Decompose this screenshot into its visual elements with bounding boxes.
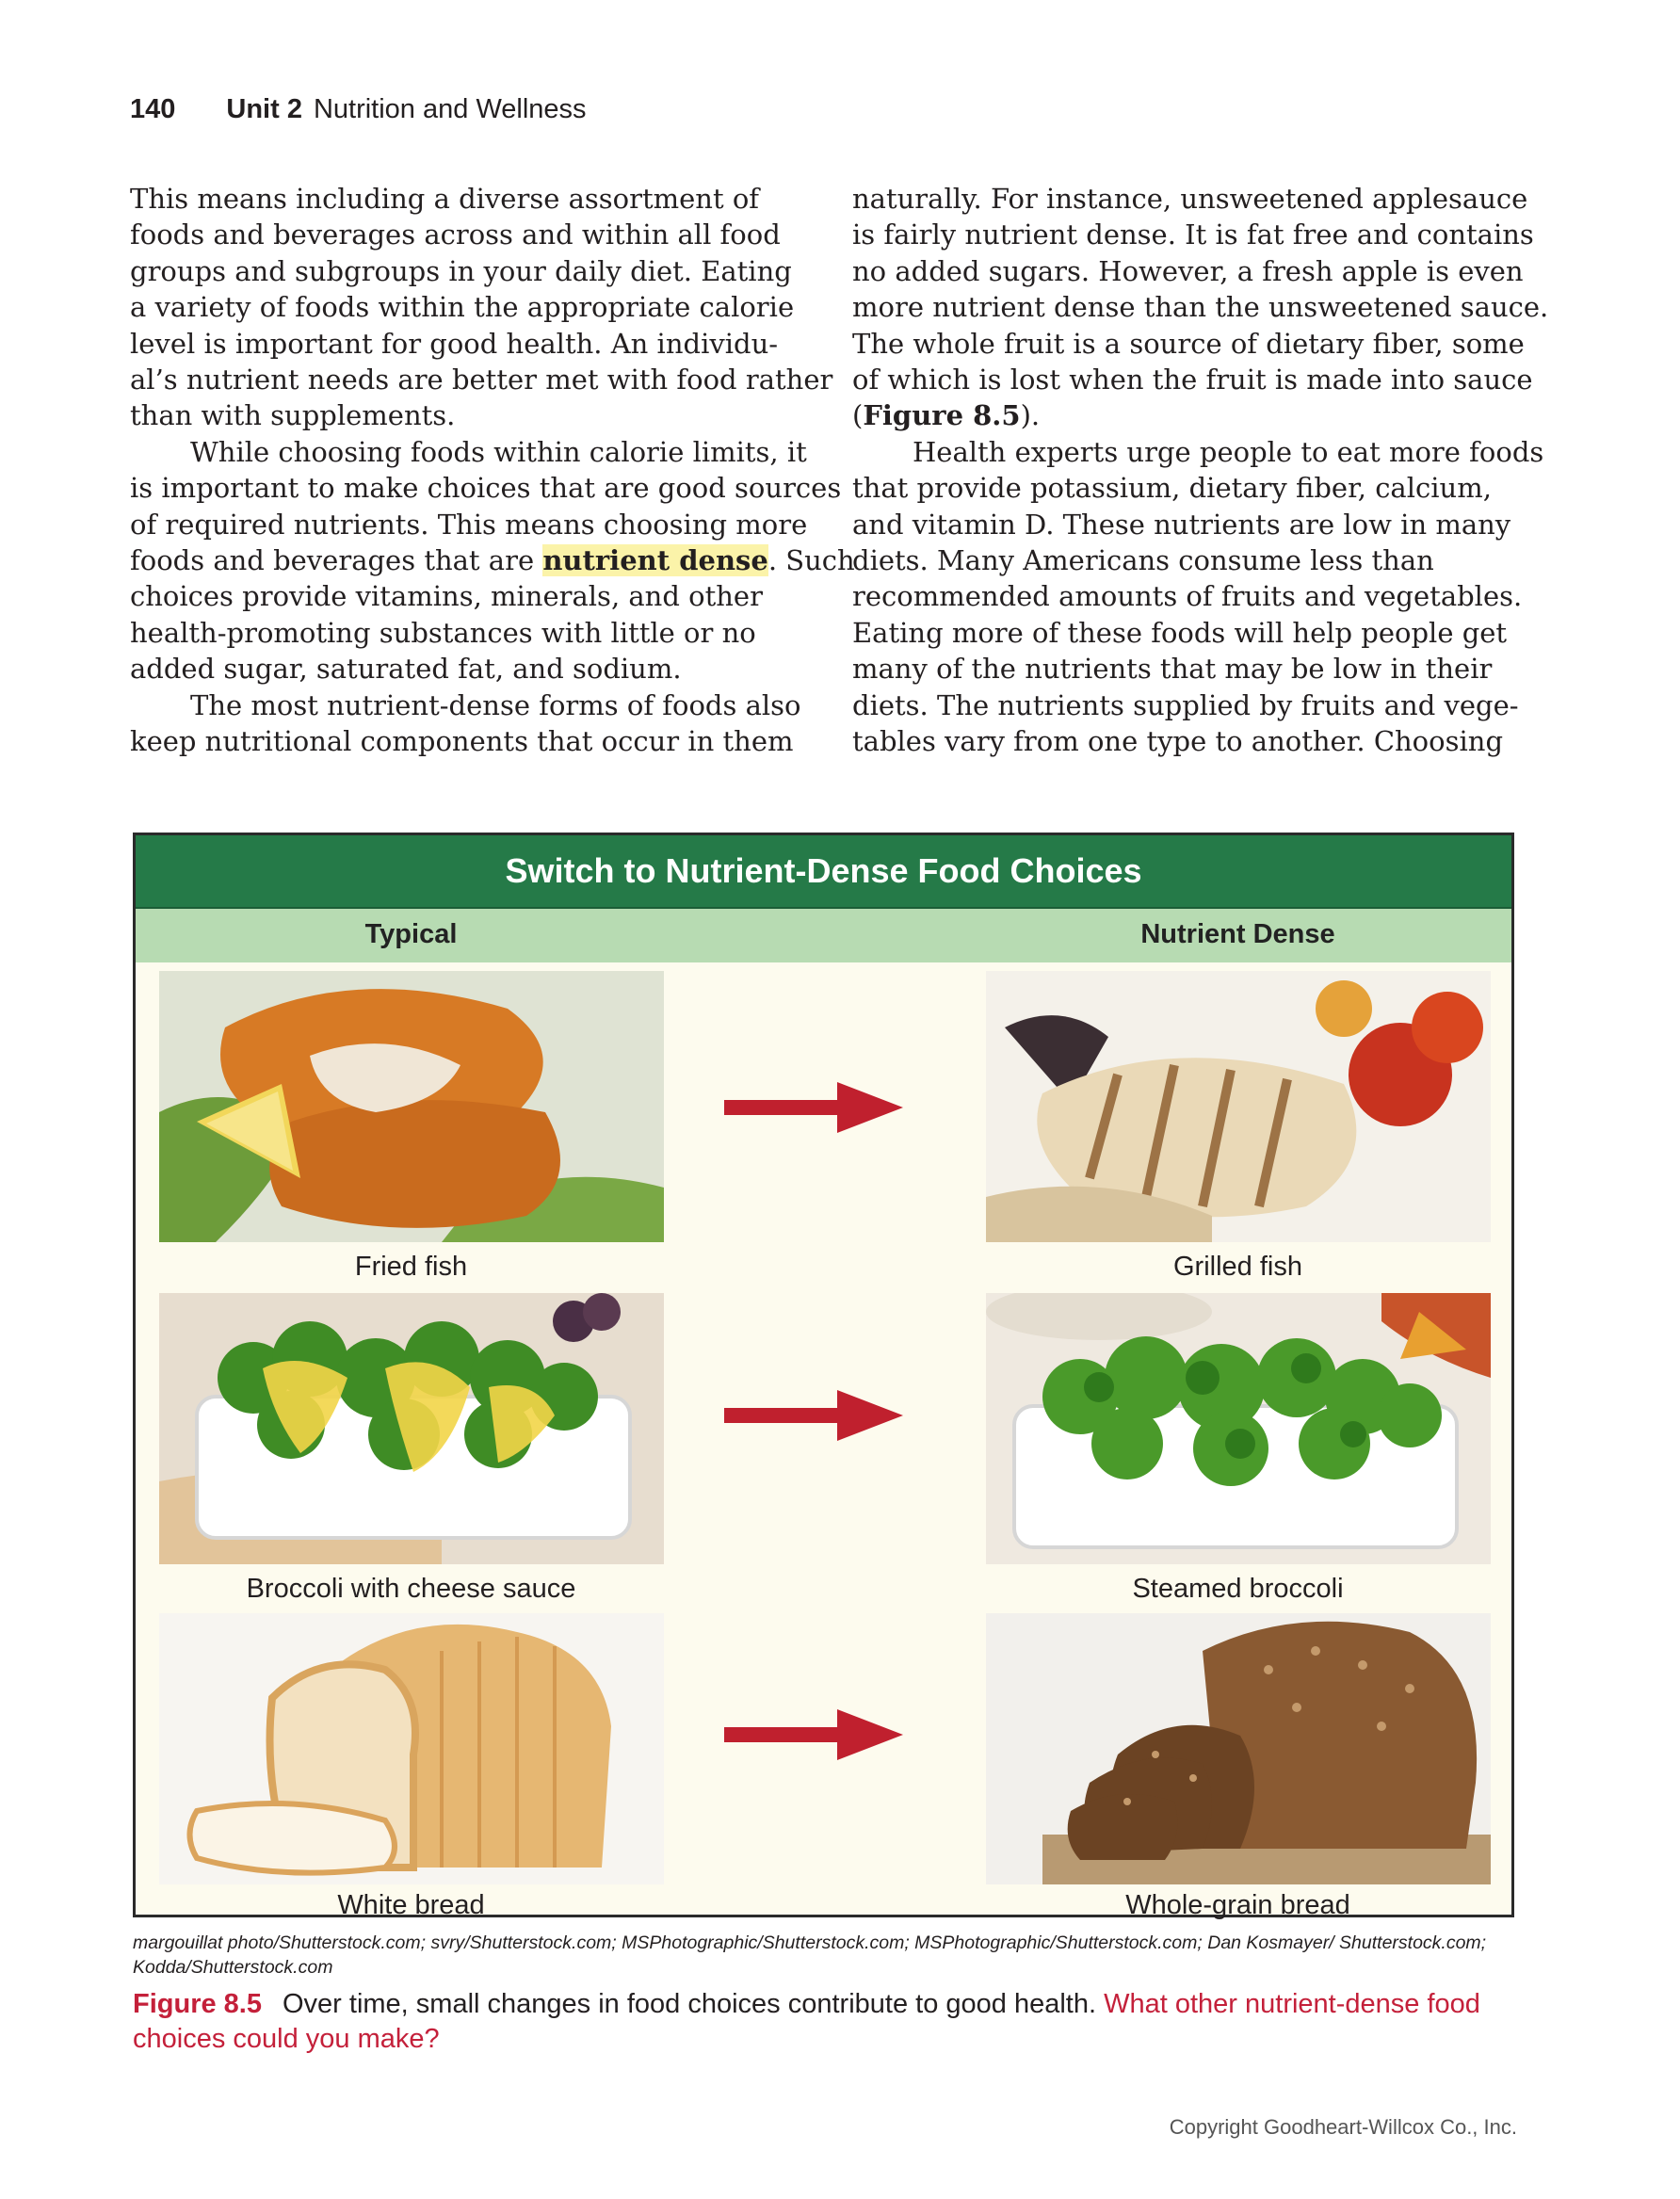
fried-fish-photo <box>159 971 664 1242</box>
caption-fried-fish: Fried fish <box>354 1252 468 1282</box>
body-line: recommended amounts of fruits and vegetables. <box>852 580 1523 613</box>
whole-grain-bread-photo <box>986 1613 1491 1884</box>
body-line: The whole fruit is a source of dietary fiber, some <box>852 327 1525 360</box>
body-text: ). <box>1020 399 1041 432</box>
body-line: of which is lost when the fruit is made into sauce <box>852 364 1533 396</box>
arrow-right-icon <box>724 1387 903 1444</box>
arrow-right-icon <box>724 1079 903 1136</box>
caption-broccoli-cheese: Broccoli with cheese sauce <box>246 1574 576 1604</box>
nutrient-dense-column-header: Nutrient Dense <box>1140 919 1335 949</box>
running-head <box>130 94 587 125</box>
body-line: no added sugars. However, a fresh apple is even <box>852 254 1524 287</box>
caption-whole-grain-bread: Whole-grain bread <box>1125 1890 1350 1920</box>
body-line: many of the nutrients that may be low in their <box>852 653 1493 686</box>
caption-grilled-fish: Grilled fish <box>1173 1252 1302 1282</box>
body-line: diets. The nutrients supplied by fruits and vege- <box>852 688 1519 721</box>
body-line: naturally. For instance, unsweetened applesauce <box>852 183 1528 215</box>
section-title: Nutrition and Wellness <box>313 94 587 124</box>
body-line: While choosing foods within calorie limits, it <box>190 435 807 468</box>
body-line: more nutrient dense than the unsweetened sauce. <box>852 291 1549 324</box>
body-line: This means including a diverse assortment of <box>130 183 760 215</box>
arrow-right-icon <box>724 1706 903 1763</box>
body-line: than with supplements. <box>130 399 456 432</box>
body-line: tables vary from one type to another. Choosing <box>852 725 1504 758</box>
caption-white-bread: White bread <box>337 1890 485 1920</box>
body-text: ( <box>852 399 864 432</box>
grilled-fish-photo <box>986 971 1491 1242</box>
body-text: foods and beverages that are <box>130 544 543 577</box>
unit-label: Unit 2 <box>226 94 302 124</box>
body-line: and vitamin D. These nutrients are low in many <box>852 508 1511 541</box>
figure-column-headers <box>136 909 1511 962</box>
body-line <box>130 542 855 578</box>
body-line: of required nutrients. This means choosing more <box>130 508 808 541</box>
figure-number: Figure 8.5 <box>133 1989 262 2019</box>
page-number: 140 <box>130 94 176 124</box>
figure-reference-link[interactable]: Figure 8.5 <box>863 399 1021 432</box>
figure-caption-question: What other nutrient-dense food choices could you make? <box>133 1989 1480 2054</box>
body-line: level is important for good health. An individu- <box>130 327 779 360</box>
steamed-broccoli-photo <box>986 1293 1491 1564</box>
photo-credit: margouillat photo/Shutterstock.com; svry/Shutterstock.com; MSPhotographic/Shutterstock.com; MSPhotographic/Shutterstock.com; Dan Kosmayer/ Shutterstock.com; Kodda/Shutterstock.com <box>133 1932 1487 1978</box>
body-line: Health experts urge people to eat more foods <box>913 435 1544 468</box>
caption-steamed-broccoli: Steamed broccoli <box>1132 1574 1344 1604</box>
copyright-notice: Copyright Goodheart-Willcox Co., Inc. <box>1169 2115 1517 2139</box>
figure-caption <box>133 1987 1508 2057</box>
body-line: choices provide vitamins, minerals, and other <box>130 580 763 613</box>
body-line: is important to make choices that are good sources <box>130 472 842 505</box>
white-bread-photo <box>159 1613 664 1884</box>
body-line: The most nutrient-dense forms of foods also <box>190 688 801 721</box>
broccoli-cheese-photo <box>159 1293 664 1564</box>
body-line: a variety of foods within the appropriate calorie <box>130 291 795 324</box>
body-text: . Such <box>767 544 855 577</box>
body-line: groups and subgroups in your daily diet. Eating <box>130 254 792 287</box>
figure-8-5 <box>133 833 1514 1920</box>
body-line: Eating more of these foods will help people get <box>852 616 1508 649</box>
figure-caption-text: Over time, small changes in food choices contribute to good health. <box>283 1989 1105 2019</box>
body-column-left <box>130 181 855 760</box>
body-line: health-promoting substances with little or no <box>130 616 756 649</box>
typical-column-header: Typical <box>364 919 458 949</box>
figure-title: Switch to Nutrient-Dense Food Choices <box>136 835 1511 909</box>
body-line <box>852 397 1526 433</box>
body-line: that provide potassium, dietary fiber, calcium, <box>852 472 1492 505</box>
body-line: al’s nutrient needs are better met with food rather <box>130 364 833 396</box>
body-line: foods and beverages across and within all food <box>130 218 781 251</box>
body-line: keep nutritional components that occur in them <box>130 725 794 758</box>
body-line: added sugar, saturated fat, and sodium. <box>130 653 682 686</box>
key-term-nutrient-dense[interactable]: nutrient dense <box>542 544 768 577</box>
body-column-right <box>852 181 1549 760</box>
body-line: is fairly nutrient dense. It is fat free and contains <box>852 218 1534 251</box>
body-line: diets. Many Americans consume less than <box>852 544 1434 577</box>
